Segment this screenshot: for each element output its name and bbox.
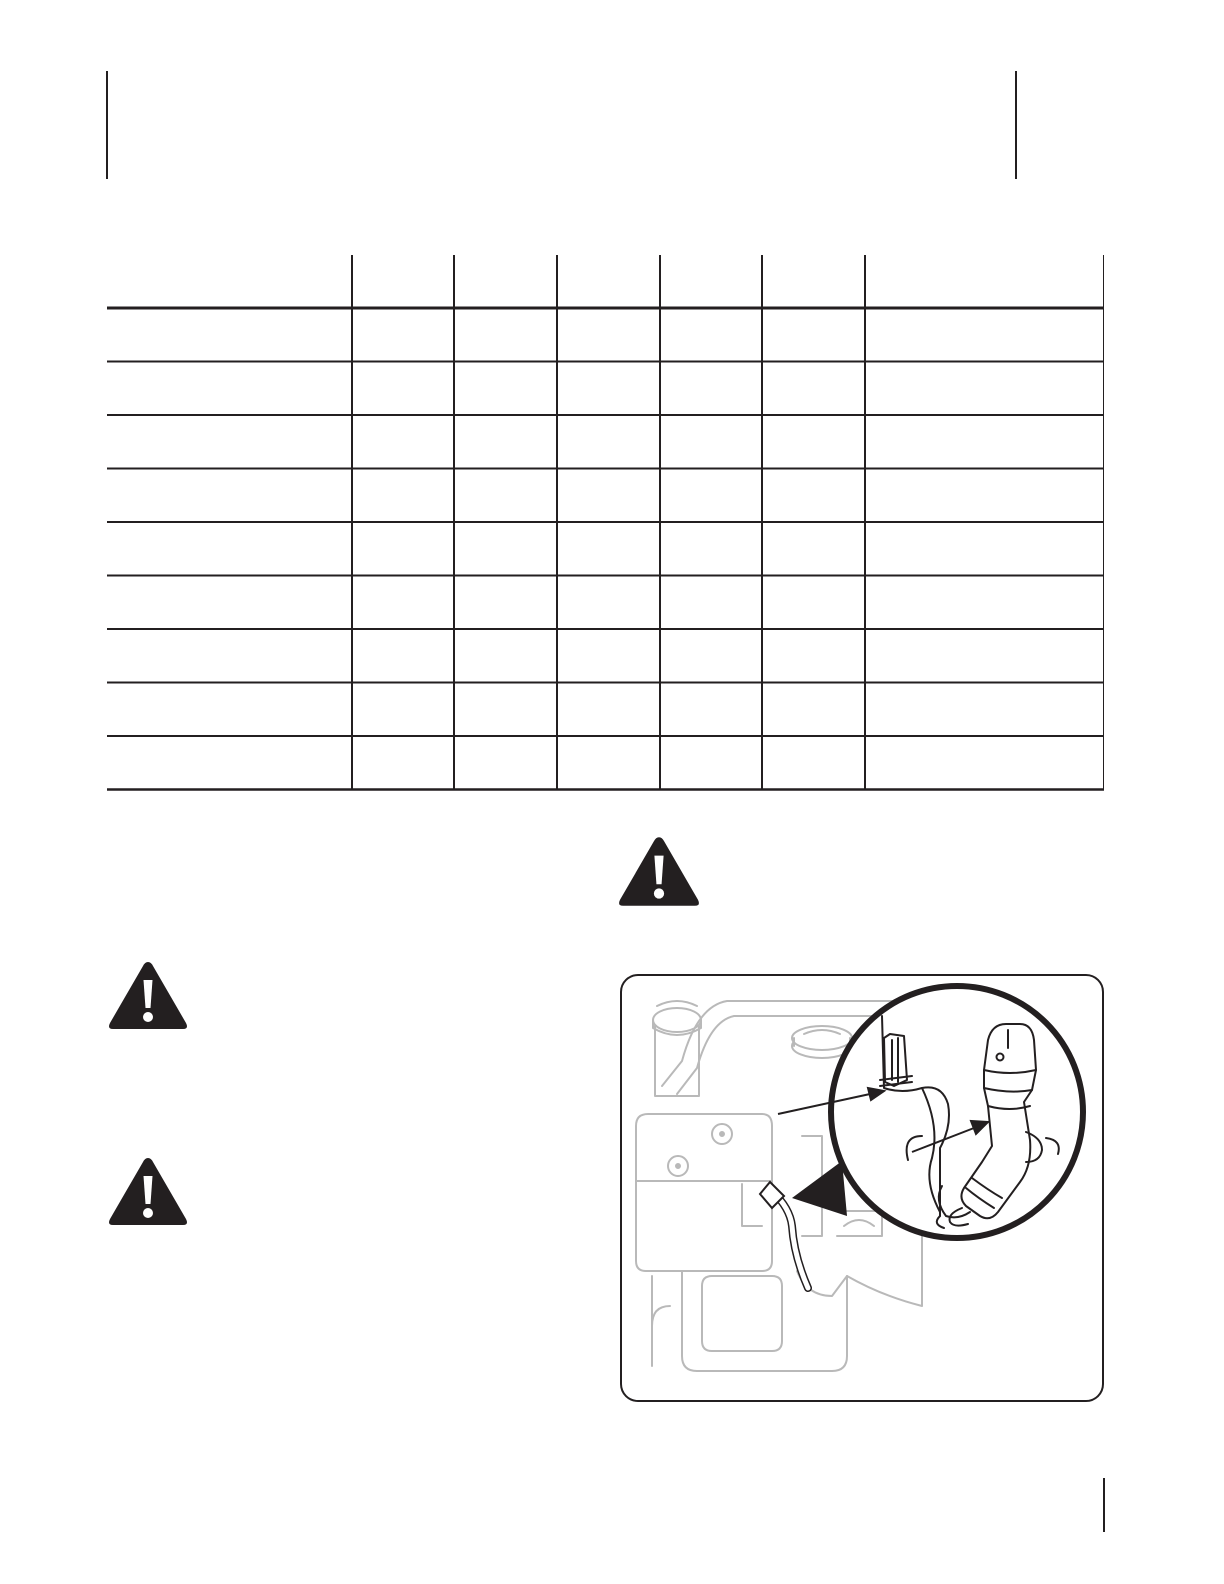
warning-icon <box>106 958 190 1032</box>
warning-icon <box>106 1154 190 1228</box>
header-rule-right <box>1015 71 1017 179</box>
maintenance-schedule-table <box>107 255 1104 792</box>
header-rule-left <box>106 71 108 179</box>
spark-plug-figure <box>620 974 1104 1402</box>
footer-rule <box>1103 1478 1105 1532</box>
warning-icon <box>616 833 702 909</box>
engine-illustration <box>622 976 1102 1400</box>
table-grid <box>107 255 1104 792</box>
